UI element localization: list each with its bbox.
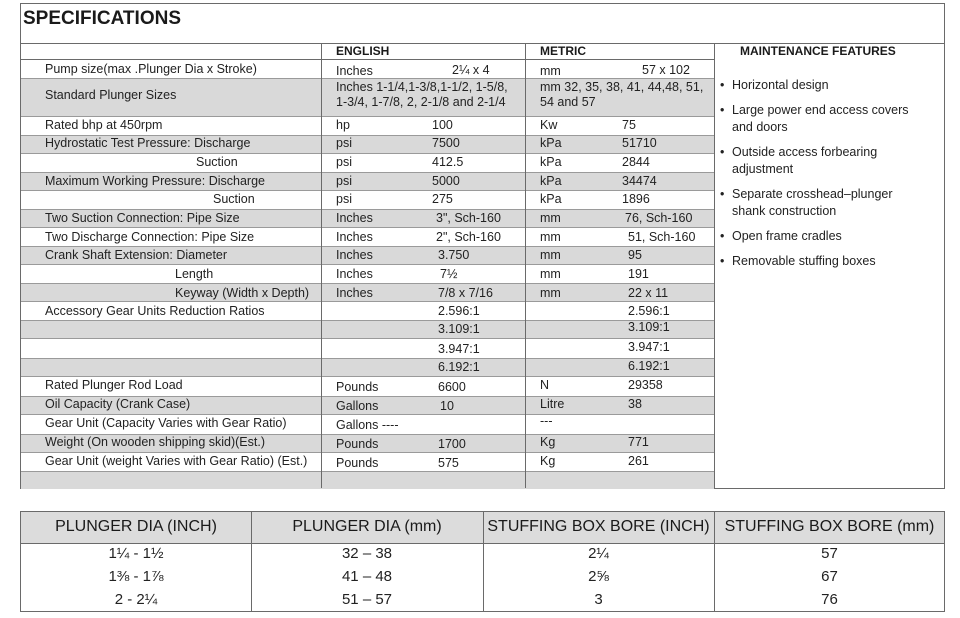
- table-cell: 76: [821, 591, 838, 608]
- row-shade: [21, 471, 714, 489]
- english-unit: psi: [336, 136, 352, 150]
- row-divider: [21, 246, 714, 247]
- metric-unit: mm: [540, 248, 561, 262]
- plunger-table: [20, 511, 945, 612]
- row-label: Length: [175, 267, 214, 281]
- row-label: Two Suction Connection: Pipe Size: [45, 211, 240, 225]
- list-item: • Open frame cradles: [720, 228, 920, 245]
- header-metric: METRIC: [540, 44, 586, 58]
- header-plunger-dia-inch: PLUNGER DIA (INCH): [55, 518, 217, 535]
- english-unit: Inches: [336, 211, 373, 225]
- metric-unit: Kg: [540, 435, 556, 449]
- row-divider: [21, 452, 714, 453]
- metric-value: 51710: [622, 136, 657, 150]
- col-divider: [525, 43, 526, 488]
- row-divider: [21, 338, 714, 339]
- english-unit: Gallons: [336, 399, 379, 413]
- metric-value: 261: [628, 454, 649, 468]
- english-value: 3.947:1: [438, 342, 480, 356]
- metric-value: 57 x 102: [642, 63, 690, 77]
- metric-value: 95: [628, 248, 642, 262]
- english-value: 6600: [438, 380, 466, 394]
- metric-unit: N: [540, 378, 550, 392]
- header-maintenance: MAINTENANCE FEATURES: [740, 44, 896, 58]
- metric-unit: kPa: [540, 174, 562, 188]
- row-label: Hydrostatic Test Pressure: Discharge: [45, 136, 251, 150]
- metric-unit: Kw: [540, 118, 558, 132]
- row-divider: [21, 414, 714, 415]
- metric-unit: Kg: [540, 454, 556, 468]
- english-value: 6.192:1: [438, 360, 480, 374]
- col-divider: [321, 43, 322, 488]
- metric-unit: mm: [540, 64, 561, 78]
- metric-unit: mm: [540, 211, 561, 225]
- row-label: Oil Capacity (Crank Case): [45, 397, 191, 411]
- table-cell: 1¼ - 1½: [108, 545, 164, 562]
- row-divider: [21, 227, 714, 228]
- row-label: Maximum Working Pressure: Discharge: [45, 174, 265, 188]
- english-unit: Pounds: [336, 456, 379, 470]
- english-value: 10: [440, 399, 454, 413]
- metric-value: 29358: [628, 378, 663, 392]
- row-divider: [21, 376, 714, 377]
- english-value: 2", Sch-160: [436, 230, 501, 244]
- english-unit: Inches: [336, 64, 373, 78]
- english-value: 575: [438, 456, 459, 470]
- metric-value: 771: [628, 435, 649, 449]
- row-label: Gear Unit (Capacity Varies with Gear Ratio): [45, 416, 287, 430]
- row-divider: [21, 301, 714, 302]
- row-label: Pump size(max .Plunger Dia x Stroke): [45, 62, 257, 76]
- english-unit: psi: [336, 174, 352, 188]
- english-unit: Inches: [336, 248, 373, 262]
- row-divider: [21, 320, 714, 321]
- header-stuffing-box-inch: STUFFING BOX BORE (INCH): [487, 518, 710, 535]
- metric-value: 191: [628, 267, 649, 281]
- metric-unit: mm: [540, 267, 561, 281]
- row-label: Standard Plunger Sizes: [45, 88, 177, 102]
- row-label: Rated Plunger Rod Load: [45, 378, 183, 392]
- header-english: ENGLISH: [336, 44, 390, 58]
- metric-value: 34474: [622, 174, 657, 188]
- row-divider: [21, 358, 714, 359]
- metric-value: 76, Sch-160: [625, 211, 693, 225]
- english-unit: Inches: [336, 230, 373, 244]
- header-plunger-dia-mm: PLUNGER DIA (mm): [292, 518, 442, 535]
- row-label: Crank Shaft Extension: Diameter: [45, 248, 228, 262]
- metric-value: 2844: [622, 155, 650, 169]
- metric-unit: kPa: [540, 192, 562, 206]
- metric-unit: kPa: [540, 136, 562, 150]
- row-divider: [21, 153, 714, 154]
- metric-value: 2.596:1: [628, 304, 670, 318]
- english-value: 7½: [440, 267, 458, 281]
- table-cell: 2 - 2¼: [114, 591, 158, 608]
- metric-value: 51, Sch-160: [628, 230, 696, 244]
- metric-unit: ---: [540, 414, 553, 428]
- metric-unit: kPa: [540, 155, 562, 169]
- maintenance-features-list: [720, 77, 920, 278]
- english-value: 3.109:1: [438, 322, 480, 336]
- table-cell: 67: [821, 568, 838, 585]
- row-label: Suction: [196, 155, 238, 169]
- english-value: 7/8 x 7/16: [438, 286, 493, 300]
- metric-unit: mm: [540, 286, 561, 300]
- metric-value: 75: [622, 118, 636, 132]
- row-label: Rated bhp at 450rpm: [45, 118, 163, 132]
- table-cell: 3: [594, 591, 603, 608]
- row-label: Weight (On wooden shipping skid)(Est.): [45, 435, 266, 449]
- english-value: 7500: [432, 136, 460, 150]
- header-stuffing-box-mm: STUFFING BOX BORE (mm): [724, 518, 935, 535]
- row-shade: [21, 320, 714, 338]
- english-value: Inches 1-1/4,1-3/8,1-1/2, 1-5/8, 1-3/4, 1-7/8, 2, 2-1/8 and 2-1/4: [336, 80, 508, 109]
- english-value: 1700: [438, 437, 466, 451]
- metric-value: 6.192:1: [628, 359, 670, 373]
- english-value: 275: [432, 192, 453, 206]
- metric-value: 3.109:1: [628, 320, 670, 334]
- english-unit: Gallons ----: [336, 418, 399, 432]
- row-divider: [21, 172, 714, 173]
- row-label: Gear Unit (weight Varies with Gear Ratio) (Est.): [45, 454, 308, 468]
- english-unit: Inches: [336, 267, 373, 281]
- row-shade: [21, 358, 714, 376]
- list-item: • Separate crosshead–plunger shank construction: [720, 186, 920, 220]
- list-item: • Outside access forbearing adjustment: [720, 144, 920, 178]
- metric-value: mm 32, 35, 38, 41, 44,48, 51, 54 and 57: [540, 80, 704, 109]
- english-value: 412.5: [432, 155, 464, 169]
- list-item: • Horizontal design: [720, 77, 920, 94]
- metric-unit: mm: [540, 230, 561, 244]
- english-value: 2¼ x 4: [452, 63, 490, 77]
- table-cell: 32 – 38: [341, 545, 393, 562]
- table-cell: 41 – 48: [341, 568, 393, 585]
- header-row-bottom: [21, 59, 714, 60]
- page-title: SPECIFICATIONS: [23, 8, 181, 29]
- row-divider: [21, 116, 714, 117]
- english-value: 3.750: [438, 248, 470, 262]
- english-unit: hp: [336, 118, 350, 132]
- table-cell: 51 – 57: [341, 591, 393, 608]
- english-value: 5000: [432, 174, 460, 188]
- table-cell: 2⅝: [588, 568, 609, 585]
- row-divider: [21, 471, 714, 472]
- metric-value: 38: [628, 397, 642, 411]
- english-value: 3", Sch-160: [436, 211, 501, 225]
- table-cell: 2¼: [588, 545, 609, 562]
- english-unit: Inches: [336, 286, 373, 300]
- row-label: Suction: [213, 192, 255, 206]
- english-value: 2.596:1: [438, 304, 480, 318]
- row-label: Keyway (Width x Depth): [175, 286, 310, 300]
- english-unit: psi: [336, 155, 352, 169]
- metric-value: 22 x 11: [628, 286, 669, 300]
- metric-unit: Litre: [540, 397, 565, 411]
- english-unit: psi: [336, 192, 352, 206]
- english-value: 100: [432, 118, 453, 132]
- row-label: Two Discharge Connection: Pipe Size: [45, 230, 255, 244]
- table-cell: 57: [821, 545, 838, 562]
- metric-value: 1896: [622, 192, 650, 206]
- english-unit: Pounds: [336, 437, 379, 451]
- row-divider: [21, 190, 714, 191]
- row-divider: [21, 209, 714, 210]
- list-item: • Large power end access covers and doors: [720, 102, 920, 136]
- table-cell: 1⅜ - 1⅞: [108, 568, 164, 585]
- list-item: • Removable stuffing boxes: [720, 253, 920, 270]
- metric-value: 3.947:1: [628, 340, 670, 354]
- row-label: Accessory Gear Units Reduction Ratios: [45, 304, 265, 318]
- english-unit: Pounds: [336, 380, 379, 394]
- row-divider: [21, 264, 714, 265]
- row-divider: [21, 283, 714, 284]
